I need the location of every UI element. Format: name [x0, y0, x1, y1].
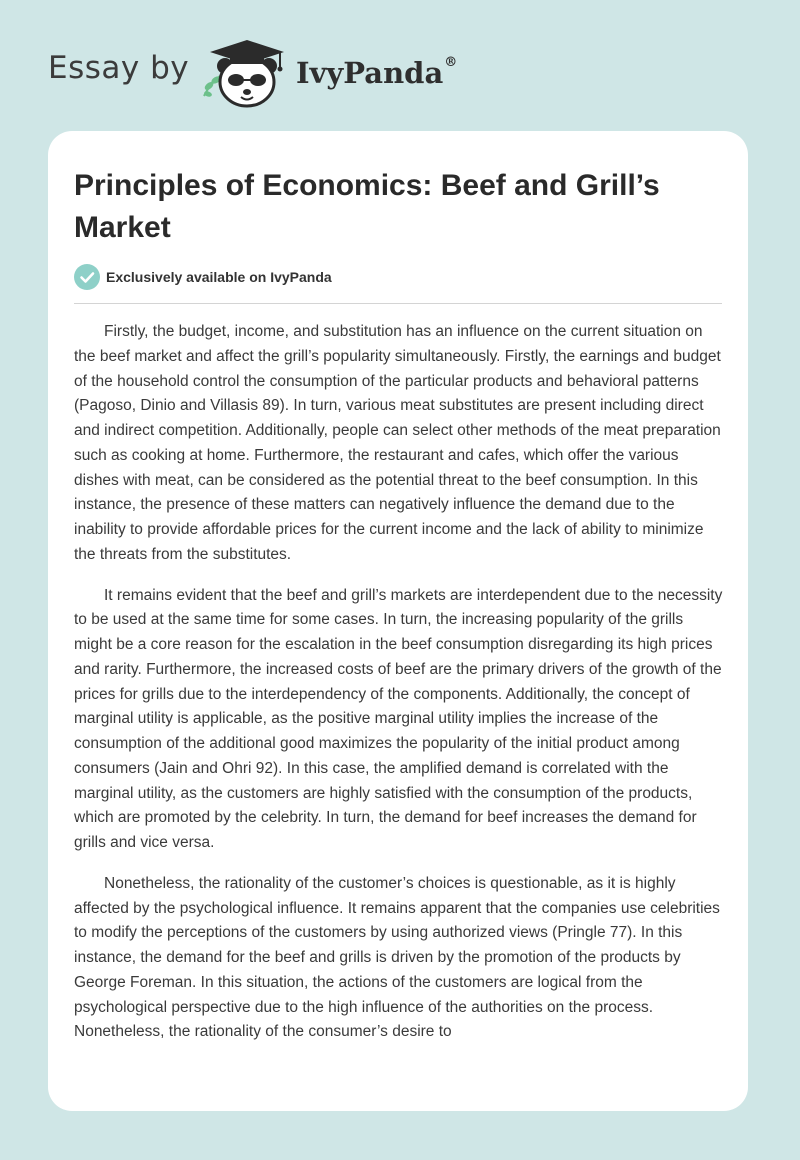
divider	[74, 303, 722, 304]
paragraph: It remains evident that the beef and grill’s markets are interdependent due to the necessity to be used at the same time for some cases. In turn, the increasing popularity of the grills might be a core reason for the escalation in the beef consumption disregarding its high prices and rarity. Furthermore, the increased costs of beef are the primary drivers of the growth of the prices for grills due to the interdependency of the components. Additionally, the concept of marginal utility is applicable, as the positive marginal utility implies the increase of the consumption of the additional good maximizes the popularity of the initial product among consumers (Jain and Ohri 92). In this case, the amplified demand is correlated with the marginal utility, as the customers are highly satisfied with the consumption of the products, which are promoted by the celebrity. In turn, the demand for beef increases the demand for grills and vice versa.	[74, 586, 723, 851]
essay-by-label: Essay by	[48, 50, 190, 86]
essay-title: Principles of Economics: Beef and Grill’s Market	[74, 169, 660, 244]
brand-label: IvyPanda	[296, 56, 444, 90]
exclusive-badge	[74, 264, 332, 290]
exclusive-label: Exclusively available on IvyPanda	[106, 269, 332, 285]
site-header	[0, 0, 800, 130]
registered-mark: ®	[444, 55, 458, 71]
paragraph: Nonetheless, the rationality of the customer’s choices is questionable, as it is highly affected by the psychological influence. It remains apparent that the companies use celebrities to modify the perceptions of the customers by using authorized views (Pringle 77). In this instance, the demand for the beef and grills is driven by the promotion of the products by George Foreman. In this situation, the actions of the customers are logical from the psychological perspective due to the high influence of the authorities on the process. Nonetheless, the rationality of the consumer’s desire to	[74, 874, 720, 1041]
check-badge-icon	[74, 264, 100, 290]
essay-body	[74, 320, 724, 1061]
panda-graduate-logo-icon[interactable]	[200, 36, 294, 110]
paragraph: Firstly, the budget, income, and substitution has an influence on the current situation on the beef market and affect the grill’s popularity simultaneously. Firstly, the earnings and budget of the household control the consumption of the particular products and behavioral patterns (Pagoso, Dinio and Villasis 89). In turn, various meat substitutes are present including direct and indirect competition. Additionally, people can select other methods of the meat preparation such as cooking at home. Furthermore, the restaurant and cafes, which offer the various dishes with meat, can be considered as the potential threat to the beef consumption. In this instance, the presence of these matters can negatively influence the demand due to the inability to provide affordable prices for the current income and the lack of ability to minimize the threats from the substitutes.	[74, 323, 721, 563]
essay-card	[48, 131, 748, 1111]
brand-name[interactable]	[296, 56, 457, 90]
